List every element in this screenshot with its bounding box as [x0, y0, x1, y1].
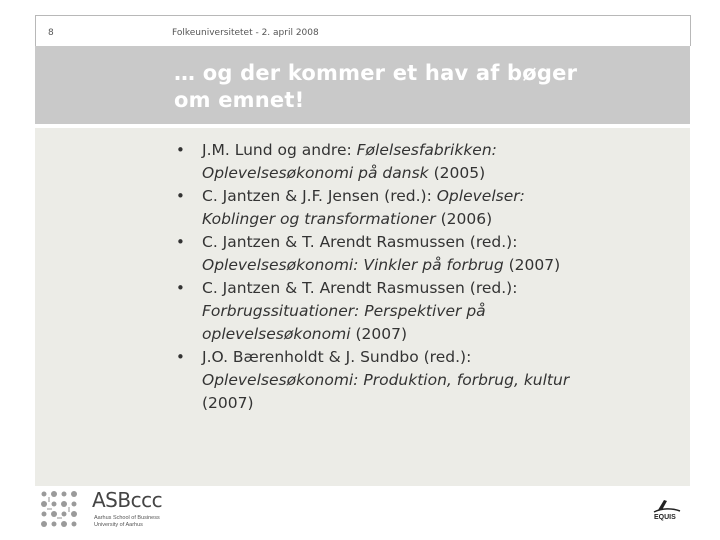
header-event-text: Folkeuniversitetet - 2. april 2008	[172, 28, 319, 38]
logo-wordmark: ASBccc	[92, 488, 163, 512]
bullet-dot: •	[176, 233, 185, 251]
book-title-text: Koblinger og transformationer	[202, 210, 436, 228]
logo-subtitle-2: University of Aarhus	[94, 522, 143, 528]
bullet-dot: •	[176, 187, 185, 205]
bullet-line	[202, 277, 642, 300]
asb-logo	[38, 488, 188, 532]
slide-title-line2: om emnet!	[174, 88, 305, 112]
bullet-line	[202, 323, 642, 346]
bullet-line	[202, 369, 642, 392]
header-frame	[35, 15, 691, 46]
bullet-line	[202, 346, 642, 369]
equis-label: EQUIS	[654, 514, 676, 521]
bullet-line	[202, 254, 642, 277]
book-title-text: oplevelsesøkonomi	[202, 325, 351, 343]
book-title-text: Oplevelsesøkonomi: Vinkler på forbrug	[202, 256, 504, 274]
book-title-text: Oplevelser:	[436, 187, 525, 205]
bullet-line	[202, 208, 642, 231]
bullet-dot: •	[176, 279, 185, 297]
book-title-text: Oplevelsesøkonomi: Produktion, forbrug, kultur	[202, 371, 570, 389]
bullet-dot: •	[176, 141, 185, 159]
bullet-line	[202, 162, 642, 185]
dots-grid-icon	[38, 488, 82, 528]
year-text: (2007)	[350, 325, 407, 343]
bullet-line	[202, 392, 642, 415]
year-text: (2006)	[435, 210, 493, 228]
bullet-line	[202, 185, 642, 208]
author-text: J.M. Lund og andre:	[202, 141, 357, 159]
logo-subtitle-1: Aarhus School of Business	[94, 515, 160, 521]
author-text: J.O. Bærenholdt & J. Sundbo (red.):	[202, 348, 472, 366]
book-title-text: Oplevelsesøkonomi på dansk	[202, 164, 429, 182]
author-text: C. Jantzen & J.F. Jensen (red.):	[202, 187, 437, 205]
bullet-line	[202, 300, 642, 323]
bullet-item	[172, 277, 642, 346]
slide-title	[174, 60, 674, 114]
slide-title-line1: … og der kommer et hav af bøger	[174, 61, 578, 85]
bullet-line	[202, 139, 642, 162]
bullet-dot: •	[176, 348, 185, 366]
bullet-item	[172, 139, 642, 185]
author-text: C. Jantzen & T. Arendt Rasmussen (red.):	[202, 233, 518, 251]
year-text: (2007)	[503, 256, 561, 274]
year-text: (2005)	[428, 164, 486, 182]
bullet-list	[172, 139, 642, 415]
bullet-line	[202, 231, 642, 254]
year-text: (2007)	[202, 394, 254, 412]
author-text: C. Jantzen & T. Arendt Rasmussen (red.):	[202, 279, 518, 297]
book-title-text: Følelsesfabrikken:	[356, 141, 497, 159]
bullet-item	[172, 346, 642, 415]
slide-number: 8	[48, 28, 54, 38]
book-title-text: Forbrugssituationer: Perspektiver på	[202, 302, 486, 320]
bullet-item	[172, 231, 642, 277]
bullet-item	[172, 185, 642, 231]
